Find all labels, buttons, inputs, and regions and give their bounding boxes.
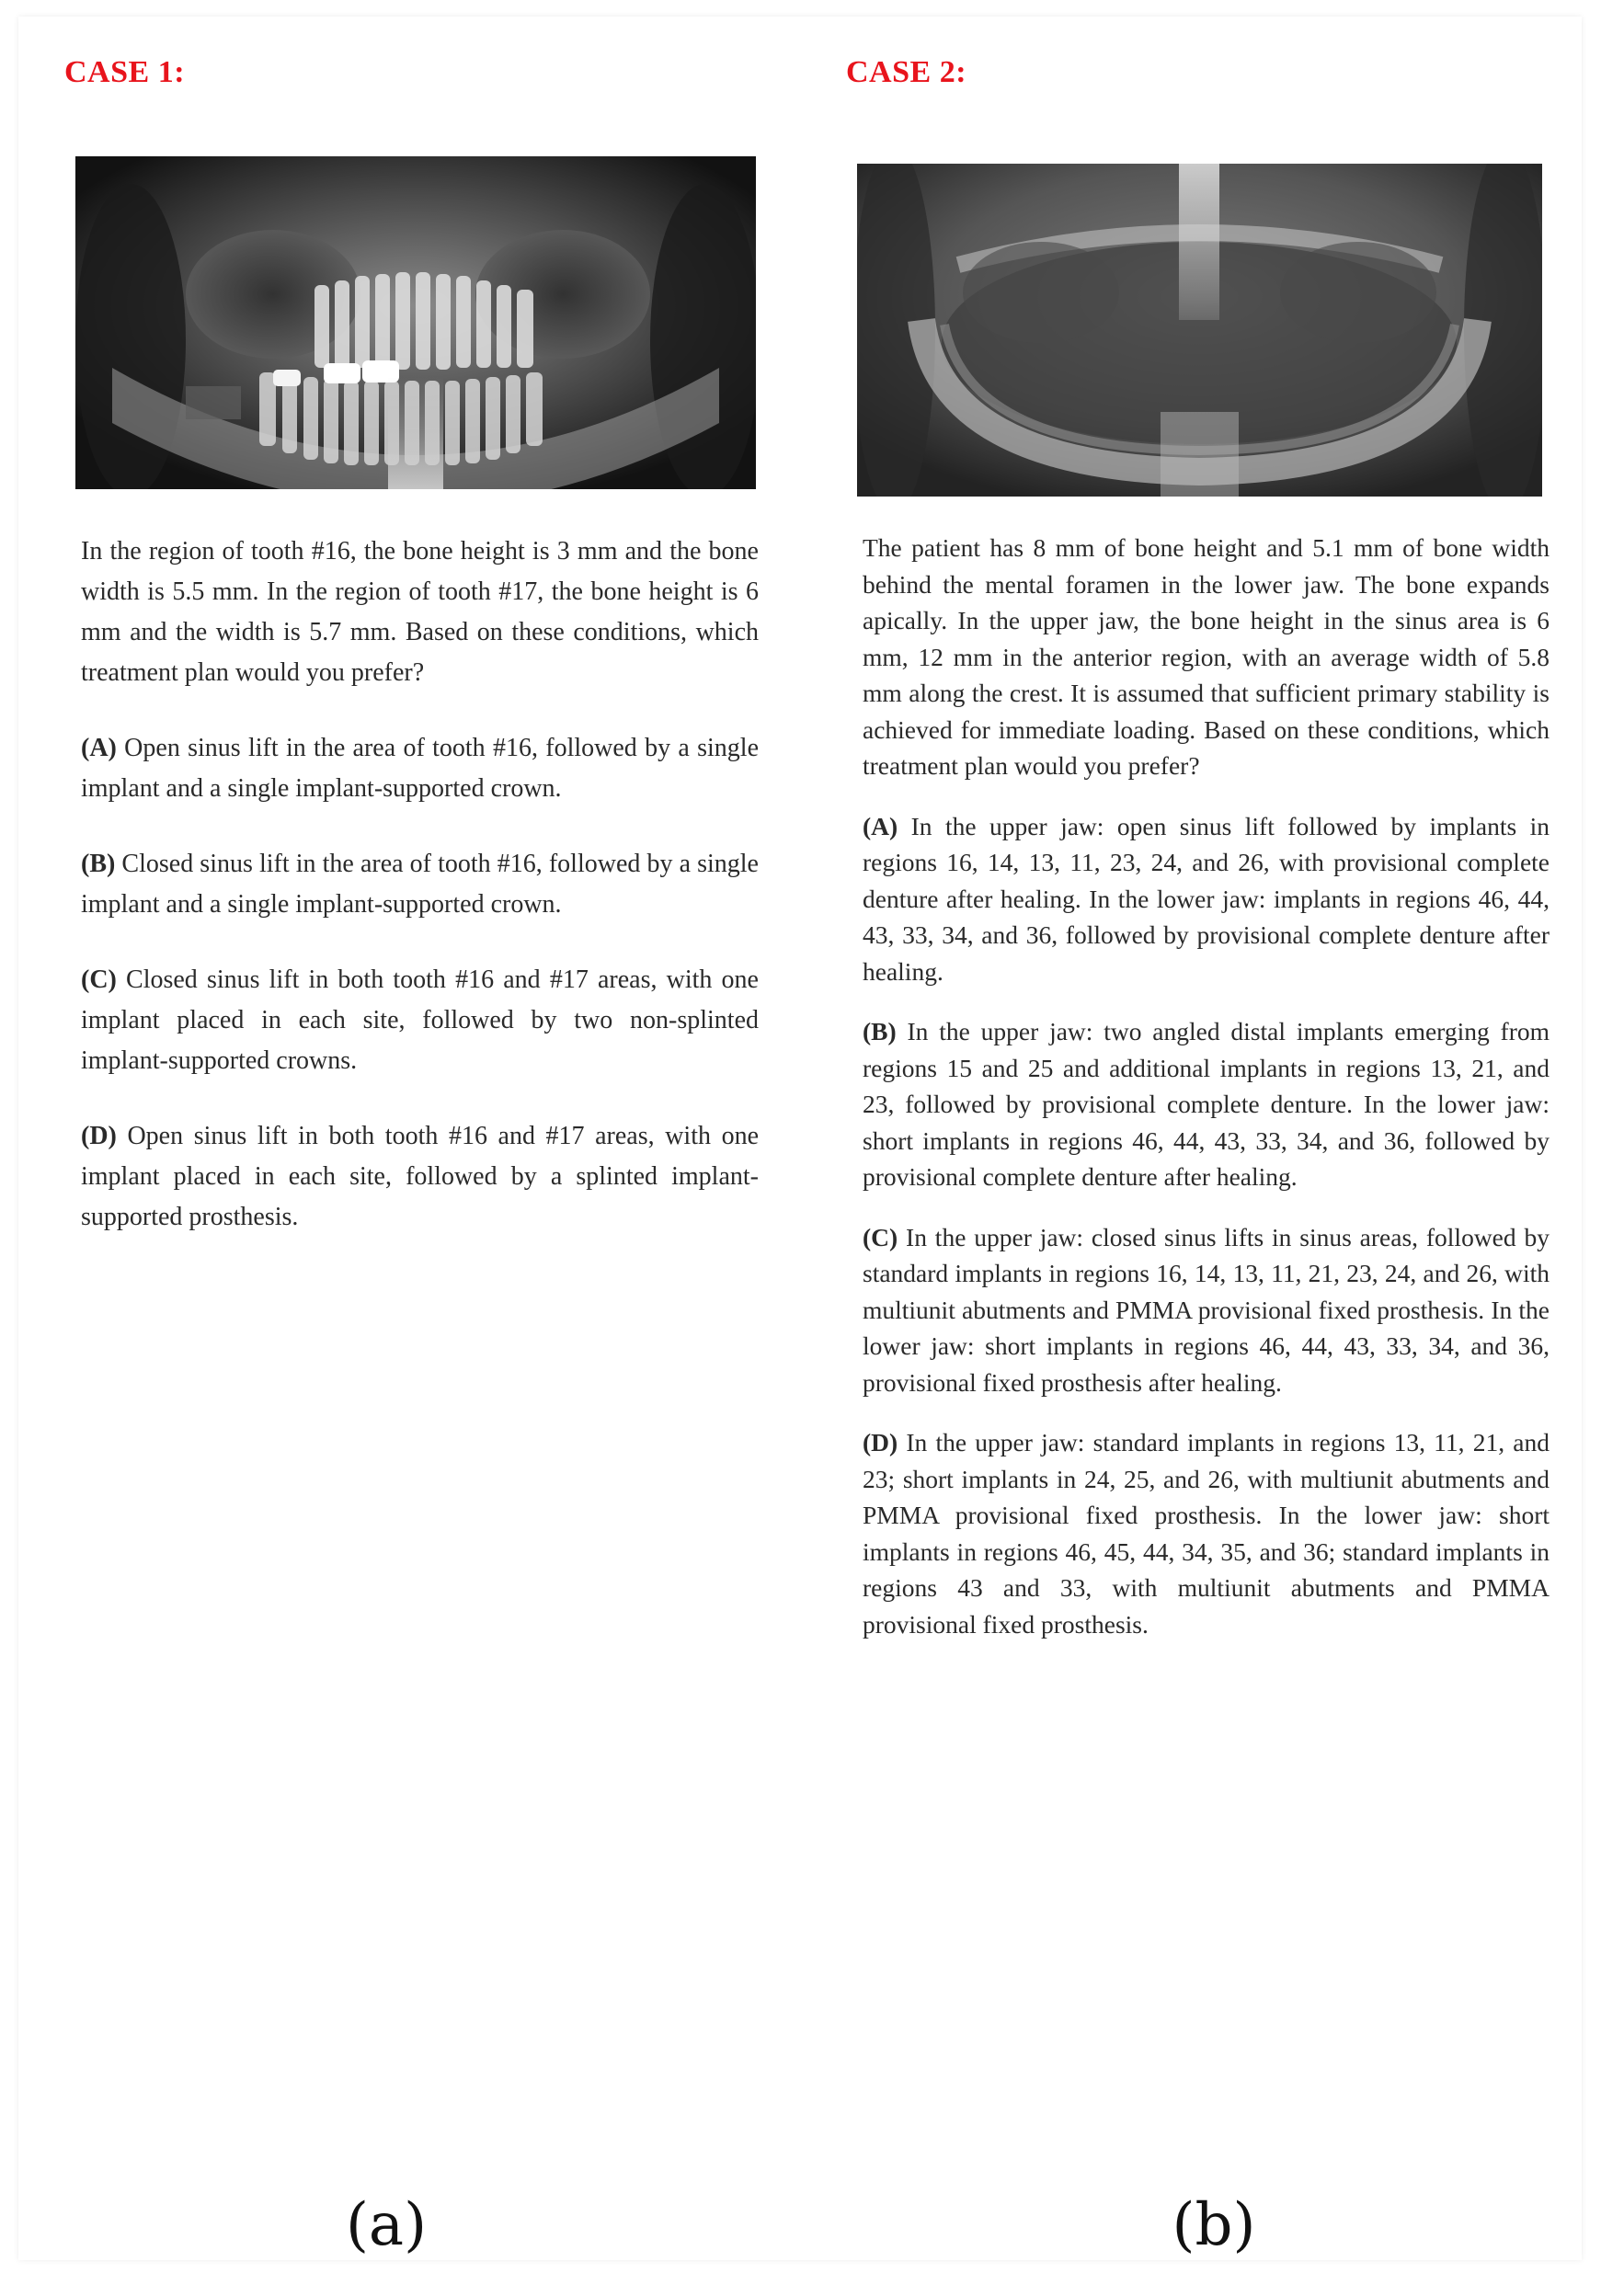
option-text: In the upper jaw: standard implants in regions 13, 11, 21, and 23; short implants in 24, 25, and 26, with multiunit abutments and PMMA provisional fixed prosthesis. In the lower jaw: short implants in regions 46, 45, 44, 34, 35, and 36; standard implants in regions 43 and 33, with multiunit abutments and PMMA provisional fixed prosthesis. — [863, 1428, 1550, 1639]
panel-label-a: (a) — [345, 2191, 428, 2259]
case-2-question: The patient has 8 mm of bone height and 5.1 mm of bone width behind the mental foramen in the lower jaw. The bone expands apically. In the upper jaw, the bone height in the sinus area is 6 mm, 12 mm in the anterior region, with an average width of 5.8 mm along the crest. It is assumed that sufficient primary stability is achieved for immediate loading. Based on these conditions, which treatment plan would you prefer? — [863, 533, 1550, 780]
case-1-option-b — [81, 844, 759, 925]
option-text: In the upper jaw: two angled distal implants emerging from regions 15 and 25 and additional implants in regions 13, 21, and 23, followed by provisional complete denture. In the lower jaw: short implants in regions 46, 44, 43, 33, 34, and 36, followed by provisional complete denture after healing. — [863, 1017, 1550, 1191]
option-text: Open sinus lift in the area of tooth #16, followed by a single implant and a single implant-supported crown. — [81, 734, 759, 803]
panel-label-b: (b) — [1172, 2191, 1256, 2259]
option-letter: (A) — [863, 811, 898, 840]
case-1-text — [81, 531, 759, 1238]
case-1-option-d — [81, 1116, 759, 1238]
case-1-option-c — [81, 960, 759, 1081]
option-letter: (D) — [81, 1122, 117, 1150]
case-2-text — [863, 530, 1550, 1642]
case-2-option-a — [863, 808, 1550, 990]
option-letter: (B) — [863, 1017, 897, 1045]
option-text: In the upper jaw: open sinus lift followed by implants in regions 16, 14, 13, 11, 23, 24, and 26, with provisional complete denture after healing. In the lower jaw: implants in regions 46, 44, 43, 33, 34, and 36, followed by provisional complete denture after healing. — [863, 811, 1550, 986]
option-letter: (A) — [81, 734, 117, 762]
case-1-question: In the region of tooth #16, the bone height is 3 mm and the bone width is 5.5 mm. In the region of tooth #17, the bone height is 6 mm and the width is 5.7 mm. Based on these conditions, which treatment plan would you prefer? — [81, 537, 759, 687]
case-1-option-a — [81, 728, 759, 809]
option-letter: (D) — [863, 1428, 898, 1456]
option-text: Closed sinus lift in the area of tooth #16, followed by a single implant and a single implant-supported crown. — [81, 850, 759, 919]
case-1-radiograph — [75, 156, 756, 489]
option-text: Open sinus lift in both tooth #16 and #17 areas, with one implant placed in each site, followed by a splinted implant-supported prosthesis. — [81, 1122, 759, 1231]
figure-sheet — [18, 17, 1582, 2260]
case-2-option-c — [863, 1219, 1550, 1401]
option-text: In the upper jaw: closed sinus lifts in sinus areas, followed by standard implants in regions 16, 14, 13, 11, 21, 23, 24, and 26, with multiunit abutments and PMMA provisional fixed prosthesis. In the lower jaw: short implants in regions 46, 44, 43, 33, 34, and 36, provisional fixed prosthesis after healing. — [863, 1222, 1550, 1397]
case-2-option-b — [863, 1013, 1550, 1195]
case-1-title: CASE 1: — [64, 55, 186, 89]
case-2-title: CASE 2: — [846, 55, 967, 89]
option-text: Closed sinus lift in both tooth #16 and #17 areas, with one implant placed in each site, followed by two non-splinted implant-supported crowns. — [81, 965, 759, 1075]
option-letter: (C) — [863, 1222, 898, 1251]
option-letter: (B) — [81, 850, 116, 878]
option-letter: (C) — [81, 965, 117, 994]
case-2-option-d — [863, 1424, 1550, 1642]
case-2-radiograph — [857, 164, 1542, 497]
